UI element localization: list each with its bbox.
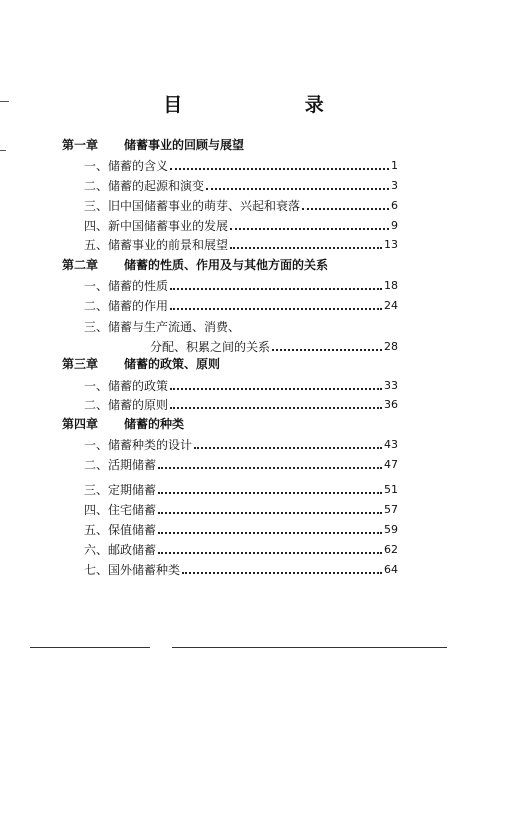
entry-label: 二、储蓄的原则 bbox=[84, 398, 169, 412]
entry-label: 一、储蓄的性质 bbox=[84, 279, 169, 293]
entry-page: 13 bbox=[384, 238, 398, 251]
entry-label: 五、储蓄事业的前景和展望 bbox=[84, 238, 229, 252]
dot-leader bbox=[158, 552, 382, 554]
entry-page: 18 bbox=[384, 279, 398, 292]
entry-label: 三、旧中国储蓄事业的萌芽、兴起和衰落 bbox=[84, 199, 301, 213]
toc-entry[interactable] bbox=[84, 438, 398, 452]
chapter-title: 储蓄的政策、原则 bbox=[124, 357, 221, 371]
dot-leader bbox=[158, 467, 382, 469]
page-title: 目 录 bbox=[163, 94, 382, 116]
chapter-number: 第一章 bbox=[62, 138, 99, 152]
bottom-rule-left bbox=[30, 647, 150, 648]
dot-leader bbox=[170, 168, 389, 170]
toc-entry[interactable] bbox=[84, 219, 398, 233]
entry-label: 六、邮政储蓄 bbox=[84, 543, 157, 557]
entry-page: 64 bbox=[384, 563, 398, 576]
chapter-number: 第二章 bbox=[62, 258, 99, 272]
toc-entry[interactable] bbox=[84, 159, 398, 173]
entry-label: 二、活期储蓄 bbox=[84, 458, 157, 472]
dot-leader bbox=[194, 447, 382, 449]
dot-leader bbox=[272, 349, 382, 351]
dot-leader bbox=[170, 288, 382, 290]
entry-label: 二、储蓄的起源和演变 bbox=[84, 179, 205, 193]
chapter-2-heading[interactable] bbox=[62, 258, 392, 272]
entry-label: 一、储蓄的政策 bbox=[84, 379, 169, 393]
toc-entry[interactable] bbox=[84, 563, 398, 577]
entry-label: 三、定期储蓄 bbox=[84, 483, 157, 497]
toc-entry[interactable] bbox=[84, 483, 398, 497]
entry-page: 57 bbox=[384, 503, 398, 516]
entry-label: 五、保值储蓄 bbox=[84, 523, 157, 537]
chapter-title: 储蓄事业的回顾与展望 bbox=[124, 138, 245, 152]
entry-page: 47 bbox=[384, 458, 398, 471]
entry-page: 62 bbox=[384, 543, 398, 556]
chapter-number: 第四章 bbox=[62, 417, 99, 431]
entry-label: 三、储蓄与生产流通、消费、 bbox=[84, 320, 241, 334]
dot-leader bbox=[170, 388, 382, 390]
toc-entry[interactable] bbox=[84, 523, 398, 537]
margin-mark bbox=[0, 150, 6, 151]
entry-label: 二、储蓄的作用 bbox=[84, 299, 169, 313]
entry-label: 一、储蓄的含义 bbox=[84, 159, 169, 173]
chapter-title: 储蓄的性质、作用及与其他方面的关系 bbox=[124, 258, 329, 272]
toc-entry[interactable] bbox=[84, 398, 398, 412]
chapter-3-heading[interactable] bbox=[62, 357, 392, 371]
dot-leader bbox=[230, 228, 389, 230]
dot-leader bbox=[158, 512, 382, 514]
toc-entry[interactable] bbox=[84, 279, 398, 293]
dot-leader bbox=[158, 532, 382, 534]
entry-page: 1 bbox=[391, 159, 398, 172]
entry-page: 33 bbox=[384, 379, 398, 392]
entry-label: 一、储蓄种类的设计 bbox=[84, 438, 193, 452]
dot-leader bbox=[158, 492, 382, 494]
bottom-rule-right bbox=[172, 647, 447, 648]
entry-page: 6 bbox=[391, 199, 398, 212]
entry-page: 3 bbox=[391, 179, 398, 192]
dot-leader bbox=[206, 188, 389, 190]
entry-page: 9 bbox=[391, 219, 398, 232]
dot-leader bbox=[170, 308, 382, 310]
toc-entry[interactable] bbox=[84, 320, 284, 334]
chapter-4-heading[interactable] bbox=[62, 417, 392, 431]
entry-label: 分配、积累之间的关系 bbox=[150, 340, 271, 354]
toc-entry[interactable] bbox=[84, 179, 398, 193]
chapter-1-heading[interactable] bbox=[62, 138, 392, 152]
toc-entry[interactable] bbox=[84, 503, 398, 517]
toc-entry[interactable] bbox=[84, 543, 398, 557]
entry-page: 43 bbox=[384, 438, 398, 451]
entry-page: 59 bbox=[384, 523, 398, 536]
dot-leader bbox=[230, 247, 382, 249]
toc-entry[interactable] bbox=[84, 199, 398, 213]
dot-leader bbox=[170, 407, 382, 409]
entry-page: 51 bbox=[384, 483, 398, 496]
toc-entry[interactable] bbox=[84, 458, 398, 472]
toc-entry[interactable] bbox=[84, 238, 398, 252]
entry-page: 28 bbox=[384, 340, 398, 353]
chapter-number: 第三章 bbox=[62, 357, 99, 371]
entry-page: 24 bbox=[384, 299, 398, 312]
entry-label: 四、住宅储蓄 bbox=[84, 503, 157, 517]
chapter-title: 储蓄的种类 bbox=[124, 417, 185, 431]
entry-label: 四、新中国储蓄事业的发展 bbox=[84, 219, 229, 233]
toc-entry[interactable] bbox=[84, 299, 398, 313]
dot-leader bbox=[302, 208, 389, 210]
margin-mark bbox=[0, 101, 9, 102]
toc-entry-continued[interactable] bbox=[150, 340, 398, 354]
entry-label: 七、国外储蓄种类 bbox=[84, 563, 181, 577]
toc-entry[interactable] bbox=[84, 379, 398, 393]
entry-page: 36 bbox=[384, 398, 398, 411]
dot-leader bbox=[182, 572, 382, 574]
